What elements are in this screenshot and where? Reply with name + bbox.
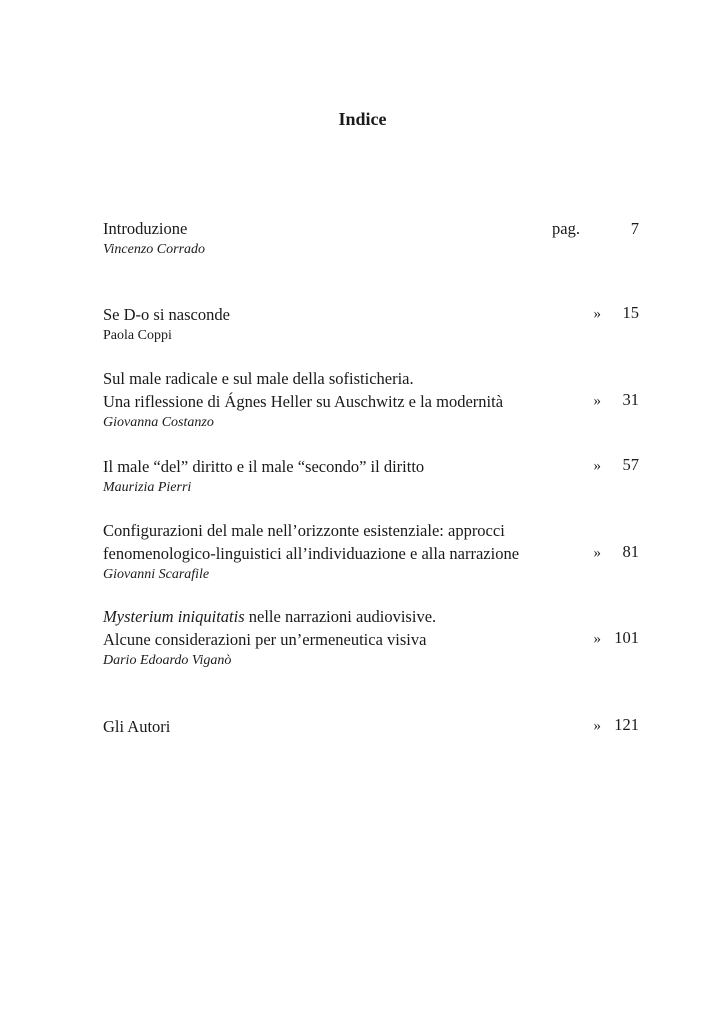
toc-entry-mysterium-iniquitatis[interactable] bbox=[103, 605, 639, 671]
entry-title: Se D-o si nasconde bbox=[103, 305, 230, 324]
page-marker: » bbox=[593, 631, 601, 647]
page-ref bbox=[594, 388, 640, 413]
entry-title-line bbox=[103, 542, 639, 565]
entry-title: fenomenologico-linguistici all’individuazione e alla narrazione bbox=[103, 544, 520, 563]
entry-author: Dario Edoardo Viganò bbox=[103, 653, 232, 668]
entry-author: Maurizia Pierri bbox=[103, 480, 192, 495]
entry-title: Alcune considerazioni per un’ermeneutica visiva bbox=[103, 630, 427, 649]
page-marker: » bbox=[593, 393, 601, 409]
entry-author: Vincenzo Corrado bbox=[103, 242, 206, 257]
page-number: 81 bbox=[622, 542, 639, 561]
page-number: 101 bbox=[614, 628, 639, 647]
page-marker: » bbox=[593, 458, 601, 474]
entry-author: Giovanni Scarafile bbox=[103, 567, 210, 582]
entry-title: Il male “del” diritto e il male “secondo” il diritto bbox=[103, 457, 425, 476]
page-number: 57 bbox=[622, 455, 639, 474]
entry-title-line: Configurazioni del male nell’orizzonte esistenziale: approcci bbox=[103, 521, 505, 540]
page-marker: » bbox=[593, 545, 601, 561]
page-marker: » bbox=[593, 718, 601, 734]
entry-title-line bbox=[103, 217, 639, 240]
toc-entry-introduzione[interactable] bbox=[103, 217, 639, 260]
entry-title-line: Sul male radicale e sul male della sofisticheria. bbox=[103, 369, 414, 388]
page-marker: » bbox=[593, 306, 601, 322]
page-title: Indice bbox=[338, 109, 387, 129]
page-number: 7 bbox=[630, 219, 639, 238]
toc-entry-sul-male-radicale[interactable] bbox=[103, 367, 639, 433]
entry-author: Paola Coppi bbox=[103, 328, 172, 343]
page-number: 31 bbox=[622, 390, 639, 409]
page-number: 121 bbox=[614, 715, 639, 734]
entry-title-line bbox=[103, 605, 639, 628]
page-ref bbox=[594, 540, 640, 565]
entry-title: Introduzione bbox=[103, 219, 188, 238]
page-marker: pag. bbox=[552, 219, 580, 238]
page-ref bbox=[552, 217, 639, 240]
entry-title: Gli Autori bbox=[103, 717, 171, 736]
page-ref bbox=[594, 453, 640, 478]
toc-entry-se-d-o[interactable] bbox=[103, 303, 639, 346]
page-ref bbox=[594, 626, 640, 651]
toc-entry-gli-autori[interactable] bbox=[103, 715, 639, 738]
entry-title-line bbox=[103, 628, 639, 651]
page-ref bbox=[594, 301, 640, 326]
entry-title-line bbox=[103, 303, 639, 326]
page-ref bbox=[594, 713, 640, 738]
entry-title-line bbox=[103, 715, 639, 738]
entry-title-line bbox=[103, 390, 639, 413]
entry-title-line bbox=[103, 455, 639, 478]
toc-entry-il-male-del-diritto[interactable] bbox=[103, 455, 639, 498]
toc-entry-configurazioni[interactable] bbox=[103, 519, 639, 585]
entry-title-rest: nelle narrazioni audiovisive. bbox=[244, 607, 437, 626]
entry-title-italic: Mysterium iniquitatis bbox=[103, 607, 245, 626]
entry-title: Una riflessione di Ágnes Heller su Auschwitz e la modernità bbox=[103, 392, 504, 411]
page-number: 15 bbox=[622, 303, 639, 322]
entry-author: Giovanna Costanzo bbox=[103, 415, 214, 430]
